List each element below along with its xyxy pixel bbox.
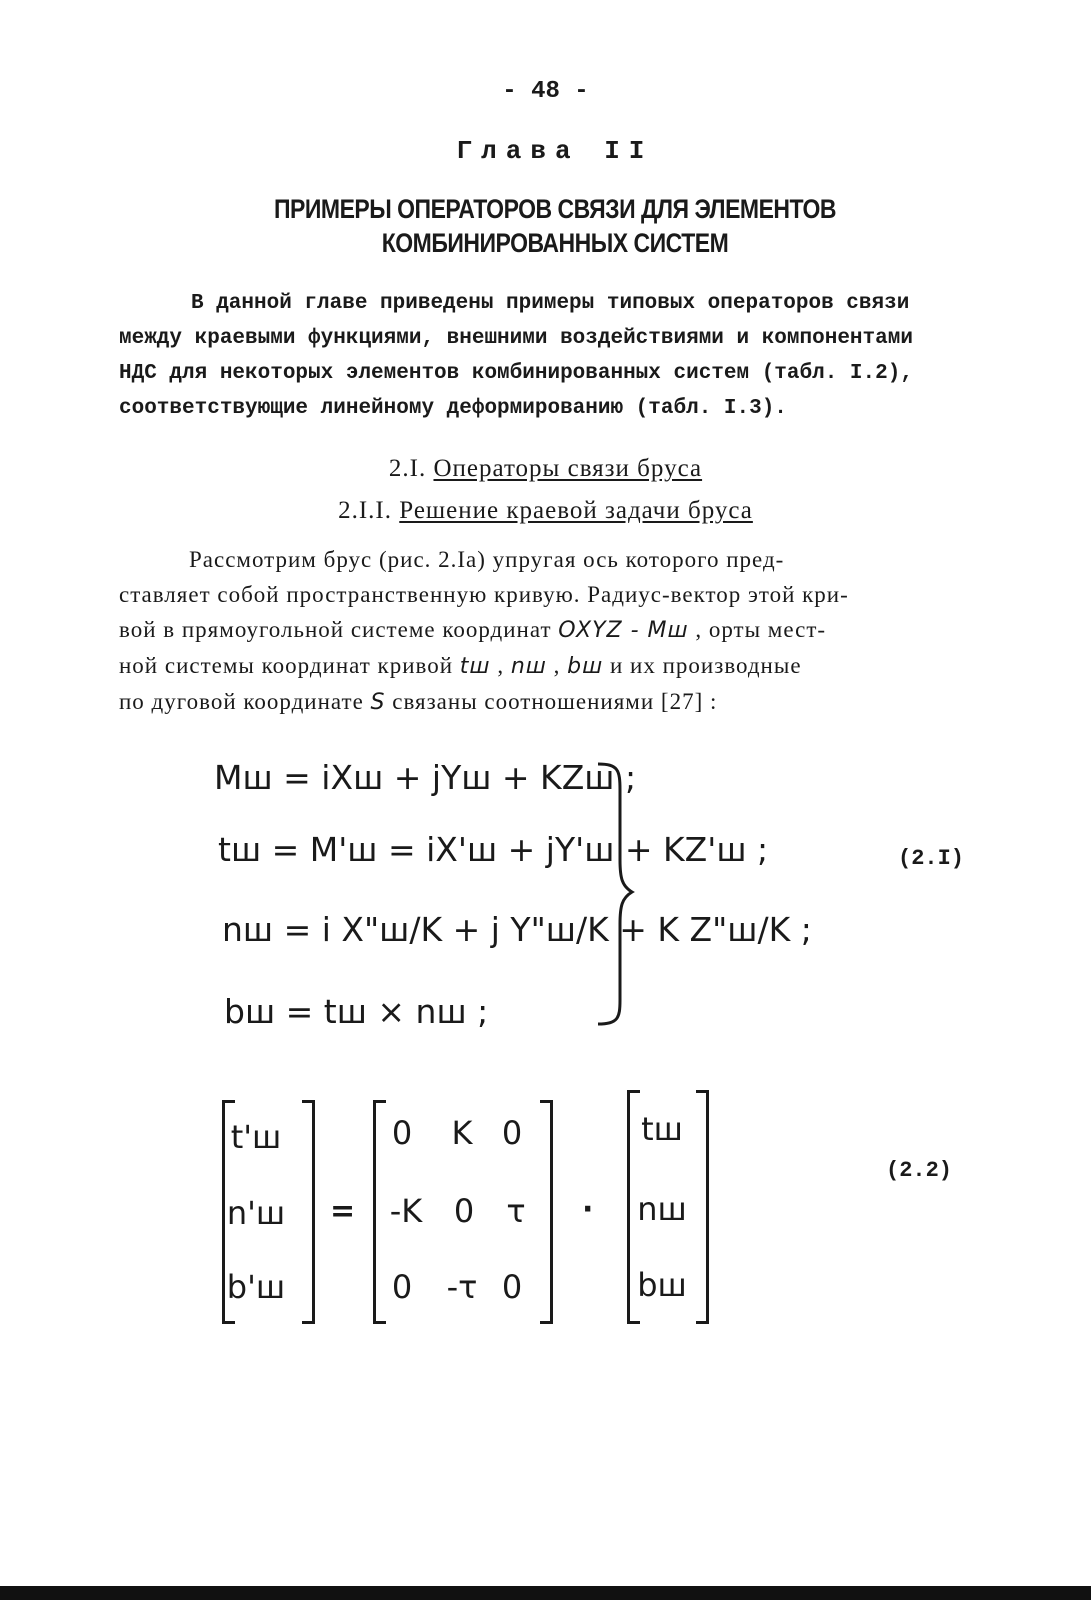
matrix-entry: nш [637, 1190, 687, 1228]
matrix-entry: 0 [501, 1268, 523, 1306]
matrix-entry: 0 [391, 1268, 413, 1306]
intro-line: соответствующие линейному деформированию (табл. I.3). [119, 397, 787, 420]
body-line: Рассмотрим брус (рис. 2.Iа) упругая ось которого пред- [189, 547, 785, 572]
arc-coordinate-symbol: S [370, 690, 386, 715]
body-text: по дуговой координате [119, 689, 364, 714]
matrix-entry: K [451, 1114, 473, 1152]
right-brace [596, 760, 636, 1030]
matrix-entry: bш [637, 1266, 687, 1304]
body-text: , орты мест- [695, 617, 827, 642]
matrix-entry: 0 [453, 1192, 475, 1230]
matrix-entry: 0 [501, 1114, 523, 1152]
chapter-heading: Глава II [456, 136, 654, 166]
matrix-entry: 0 [391, 1114, 413, 1152]
matrix-entry: b'ш [226, 1268, 286, 1306]
subsection-title: Решение краевой задачи бруса [399, 497, 753, 524]
body-line [119, 612, 1034, 648]
chapter-title-line-2: КОМБИНИРОВАННЫХ СИСТЕМ [381, 227, 729, 258]
section-heading [0, 455, 1091, 483]
section-number: 2.I. [388, 455, 427, 482]
subsection-number: 2.I.I. [338, 497, 393, 524]
matrix-entry: -τ [446, 1268, 478, 1306]
citation: [27] [660, 689, 704, 714]
equation-line: tш = M'ш = iX'ш + jY'ш + KZ'ш ; [218, 830, 769, 869]
body-line: ной системы координат кривой tш , nш , bш и их производные [119, 653, 802, 679]
tangent-symbol: tш [459, 654, 491, 679]
equation-line: Mш = iXш + jYш + KZш ; [214, 758, 637, 797]
subsection-heading [0, 497, 1091, 525]
body-paragraph [119, 542, 1034, 720]
right-bracket [302, 1100, 315, 1324]
matrix-entry: -K [389, 1192, 423, 1230]
binormal-symbol: bш [567, 654, 604, 679]
intro-line: НДС для некоторых элементов комбинированных систем (табл. I.2), [119, 362, 913, 385]
equation-number: (2.2) [886, 1158, 953, 1183]
body-text: ной системы координат кривой [119, 653, 454, 678]
right-bracket [696, 1090, 709, 1324]
body-text: связаны соотношениями [392, 689, 655, 714]
scan-edge [0, 1586, 1091, 1600]
equals-sign: = [330, 1194, 356, 1229]
chapter-title-line-1: ПРИМЕРЫ ОПЕРАТОРОВ СВЯЗИ ДЛЯ ЭЛЕМЕНТОВ [274, 193, 836, 224]
normal-symbol: nш [510, 654, 547, 679]
matrix-entry: tш [641, 1110, 683, 1148]
equation-line: nш = i X"ш/K + j Y"ш/K + K Z"ш/K ; [222, 910, 812, 949]
section-title: Операторы связи бруса [433, 455, 703, 482]
body-text: и их производные [610, 653, 802, 678]
equation-number: (2.I) [898, 846, 965, 871]
body-line: ставляет собой пространственную кривую. Радиус-вектор этой кри- [119, 582, 849, 607]
matrix-entry: τ [506, 1192, 526, 1230]
intro-line: В данной главе приведены примеры типовых операторов связи [191, 292, 910, 315]
intro-paragraph [119, 286, 1034, 426]
body-text: : [709, 689, 718, 714]
body-text: вой в прямоугольной системе координат [119, 617, 552, 642]
matrix-entry: n'ш [226, 1194, 286, 1232]
intro-line: между краевыми функциями, внешними воздействиями и компонентами [119, 327, 913, 350]
page-number: - 48 - [502, 78, 589, 105]
matrix-entry: t'ш [230, 1118, 282, 1156]
equation-line: bш = tш × nш ; [224, 992, 489, 1031]
coord-system-symbol: OXYZ - Mш [558, 618, 689, 643]
right-bracket [540, 1100, 553, 1324]
product-dot: · [582, 1192, 594, 1227]
body-line [119, 684, 1034, 720]
